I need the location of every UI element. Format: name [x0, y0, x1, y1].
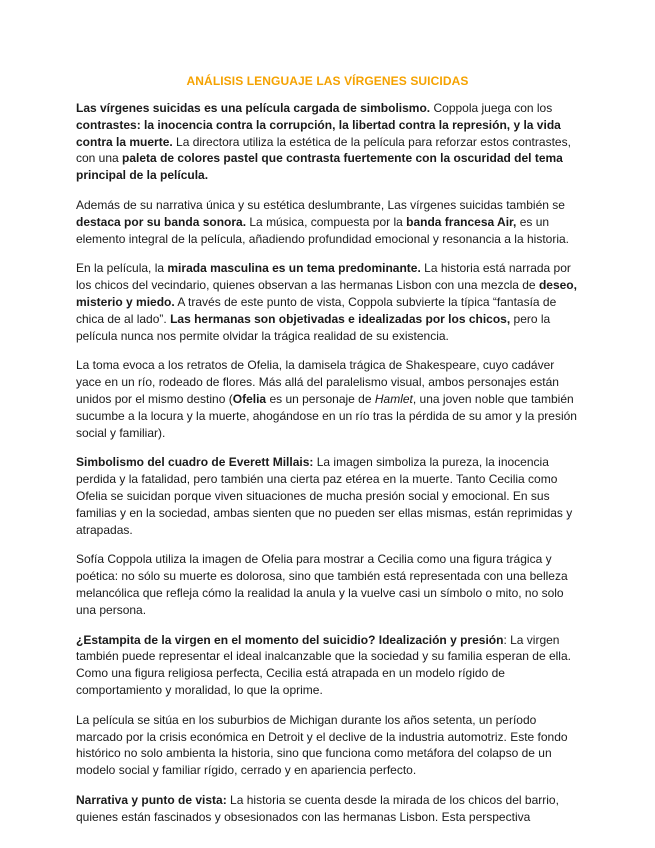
bold-text: mirada masculina es un tema predominante.	[167, 261, 421, 276]
text-run: La película se sitúa en los suburbios de Michigan durante los años setenta, un período marcado por la crisis económica en Detroit y el declive de la industria automotriz. Este fondo histórico no solo ambienta la historia, sino que funciona como metáfora del colapso de un modelo social y familiar rígido, cerrado y en apariencia perfecto.	[76, 712, 568, 778]
paragraph	[76, 197, 579, 247]
bold-text: ¿Estampita de la virgen en el momento del suicidio? Idealización y presión	[76, 632, 504, 647]
text-run: Además de su narrativa única y su estética deslumbrante, Las vírgenes suicidas también se	[76, 197, 565, 212]
bold-text: banda francesa Air,	[406, 214, 517, 229]
document-title: ANÁLISIS LENGUAJE LAS VÍRGENES SUICIDAS	[186, 74, 469, 88]
bold-text: deseo, misterio y miedo.	[76, 278, 577, 309]
text-run: es un personaje de	[266, 391, 375, 406]
text-run: En la película, la	[76, 261, 168, 276]
paragraph	[76, 260, 579, 344]
text-run: La historia está narrada por los chicos del vecindario, quienes observan a las hermanas Lisbon con una mezcla de	[76, 261, 571, 293]
bold-text: Las vírgenes suicidas es una película cargada de simbolismo.	[76, 101, 431, 115]
italic-text: Hamlet	[374, 391, 413, 406]
bold-text: Ofelia	[232, 391, 267, 406]
bold-text: destaca por su banda sonora.	[76, 214, 247, 229]
paragraph	[76, 357, 579, 441]
paragraph	[76, 454, 579, 538]
text-run: La música, compuesta por la	[246, 214, 407, 229]
paragraph	[76, 632, 579, 699]
paragraph	[76, 712, 579, 779]
paragraph	[76, 551, 579, 618]
paragraph	[76, 100, 579, 184]
text-run: A través de este punto de vista, Coppola subvierte la típica “fantasía de chica de al lado”.	[76, 294, 557, 326]
text-run: es un elemento integral de la película, añadiendo profundidad emocional y resonancia a la historia.	[76, 214, 569, 246]
text-run: pero la película nunca nos permite olvidar la trágica realidad de su existencia.	[76, 311, 551, 343]
document-body	[76, 100, 579, 825]
text-run: , una joven noble que también sucumbe a la locura y la muerte, ahogándose en un río tras la pérdida de su amor y la presión social y familiar).	[76, 391, 577, 440]
text-run: La historia se cuenta desde la mirada de los chicos del barrio, quienes están fascinados y obsesionados con las hermanas Lisbon. Esta perspectiva	[76, 792, 559, 824]
bold-text: contrastes: la inocencia contra la corrupción, la libertad contra la represión, y la vida contra la muerte.	[76, 117, 561, 149]
bold-text: Narrativa y punto de vista:	[76, 792, 227, 807]
text-run: La directora utiliza la estética de la película para reforzar estos contrastes, con una	[76, 134, 571, 166]
text-run: : La virgen también puede representar el ideal inalcanzable que la sociedad y su familia esperan de ella. Como una figura religiosa perfecta, Cecilia está atrapada en un modelo rígido de comportamiento y moralidad, lo que la oprime.	[76, 632, 571, 697]
text-run: La imagen simboliza la pureza, la inocencia perdida y la fatalidad, pero también una cierta paz etérea en la muerte. Tanto Cecilia como Ofelia se suicidan porque viven situaciones de mucha presión social y emocional. En sus familias y en la sociedad, ambas sienten que no pueden ser ellas mismas, están reprimidas y atrapadas.	[76, 455, 573, 537]
bold-text: paleta de colores pastel que contrasta fuertemente con la oscuridad del tema principal de la película.	[76, 151, 563, 183]
text-run: Coppola juega con los	[430, 101, 553, 115]
bold-text: Las hermanas son objetivadas e idealizadas por los chicos,	[170, 311, 511, 326]
text-run: Sofía Coppola utiliza la imagen de Ofelia para mostrar a Cecilia como una figura trágica y poética: no sólo su muerte es dolorosa, sino que también está representada con una belleza melancólica que refleja cómo la realidad la anula y la vuelve casi un símbolo o mito, no solo una persona.	[76, 552, 568, 617]
text-run: La toma evoca a los retratos de Ofelia, la damisela trágica de Shakespeare, cuyo cadáver yace en un río, rodeado de flores. Más allá del paralelismo visual, ambos personajes están unidos por el mismo destino (	[76, 358, 559, 406]
paragraph	[76, 792, 579, 826]
bold-text: Simbolismo del cuadro de Everett Millais:	[76, 455, 314, 470]
